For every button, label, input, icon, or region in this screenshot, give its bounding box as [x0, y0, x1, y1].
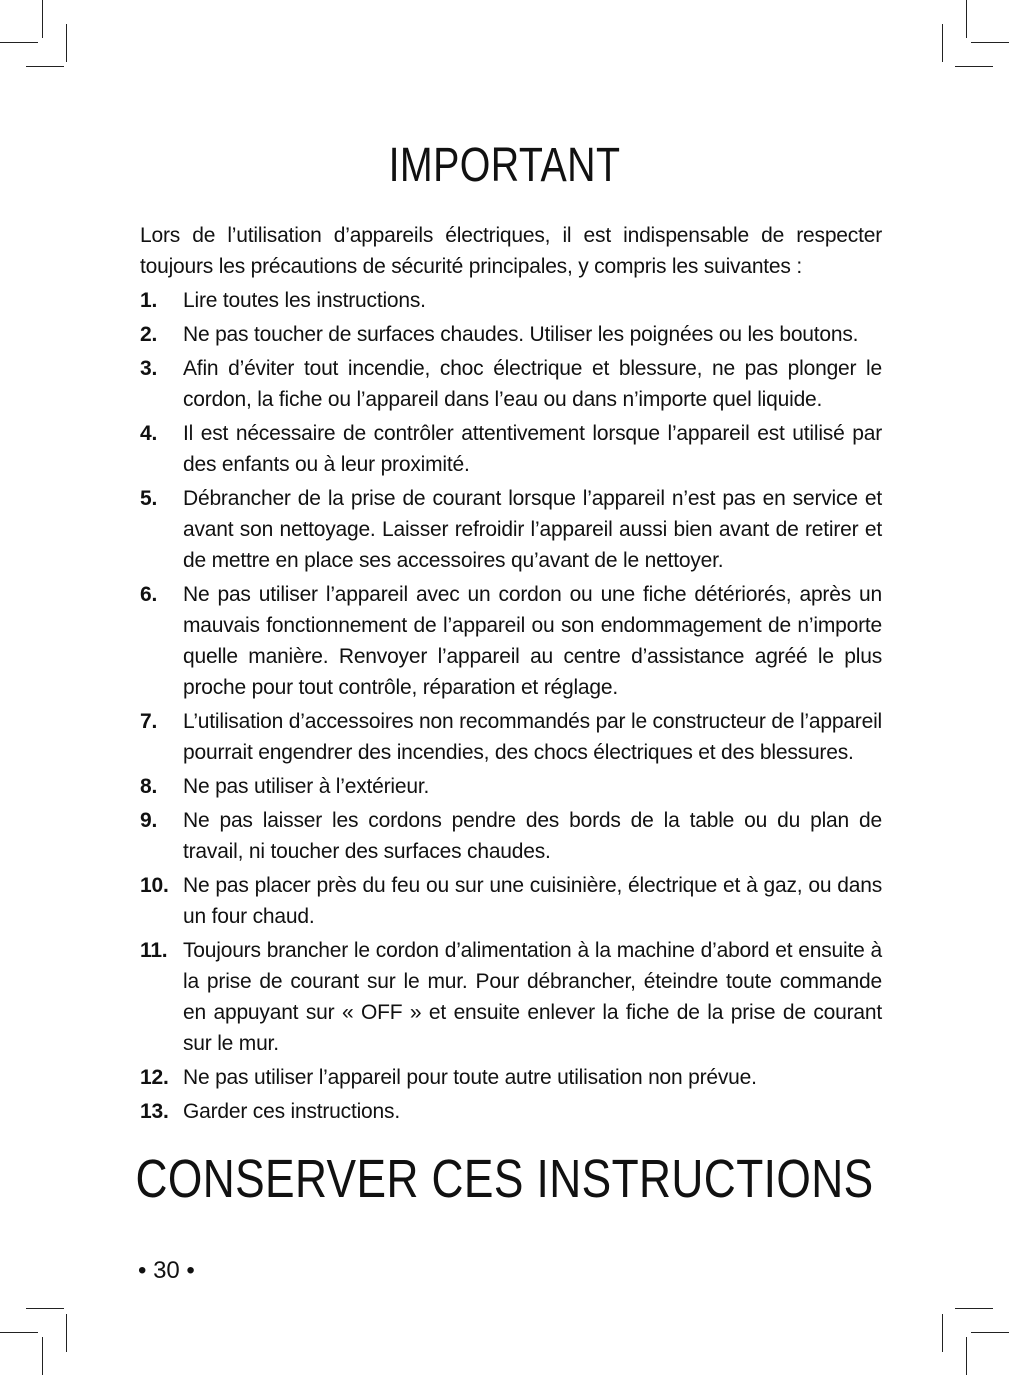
item-number: 3.	[140, 357, 158, 380]
item-number: 1.	[140, 289, 158, 312]
safety-instructions	[140, 220, 882, 1130]
item-number: 13.	[140, 1100, 169, 1123]
list-item	[140, 805, 882, 867]
item-text: Ne pas laisser les cordons pendre des bords de la table ou du plan de travail, ni toucher des surfaces chaudes.	[183, 809, 882, 863]
item-text: Débrancher de la prise de courant lorsque l’appareil n’est pas en service et avant son nettoyage. Laisser refroidir l’appareil aussi bien avant de retirer et de mettre en place ses accessoires qu’avant de le nettoyer.	[183, 487, 882, 572]
item-text: Garder ces instructions.	[183, 1100, 400, 1123]
item-text: Ne pas utiliser l’appareil avec un cordon ou une fiche détériorés, après un mauvais fonctionnement de l’appareil ou son endommagement de n’importe quelle manière. Renvoyer l’appareil au centre d’assistance agréé le plus proche pour tout contrôle, réparation et réglage.	[183, 583, 882, 699]
crop-mark	[26, 1308, 64, 1309]
page-title: IMPORTANT	[388, 139, 621, 192]
crop-mark	[26, 66, 64, 67]
crop-mark	[0, 42, 38, 43]
item-text: Il est nécessaire de contrôler attentivement lorsque l’appareil est utilisé par des enfants ou à leur proximité.	[183, 422, 882, 476]
page-number: • 30 •	[138, 1257, 195, 1284]
list-item	[140, 870, 882, 932]
list-item	[140, 706, 882, 768]
list-item	[140, 579, 882, 703]
list-item	[140, 935, 882, 1059]
item-text: Lire toutes les instructions.	[183, 289, 426, 312]
item-text: L’utilisation d’accessoires non recommandés par le constructeur de l’appareil pourrait engendrer des incendies, des chocs électriques et des blessures.	[183, 710, 882, 764]
intro-paragraph: Lors de l’utilisation d’appareils électriques, il est indispensable de respecter toujours les précautions de sécurité principales, y compris les suivantes :	[140, 224, 882, 278]
list-item	[140, 285, 882, 316]
item-text: Ne pas utiliser l’appareil pour toute autre utilisation non prévue.	[183, 1066, 757, 1089]
crop-mark	[942, 24, 943, 62]
item-number: 11.	[140, 939, 168, 962]
item-number: 2.	[140, 323, 158, 346]
item-number: 5.	[140, 487, 158, 510]
item-number: 10.	[140, 874, 169, 897]
crop-mark	[971, 1332, 1009, 1333]
crop-mark	[955, 1308, 993, 1309]
item-number: 6.	[140, 583, 158, 606]
footer-title: CONSERVER CES INSTRUCTIONS	[135, 1149, 874, 1209]
crop-mark	[942, 1314, 943, 1352]
item-text: Toujours brancher le cordon d’alimentation à la machine d’abord et ensuite à la prise de courant sur le mur. Pour débrancher, éteindre toute commande en appuyant sur « OFF » et ensuite enlever la fiche de la prise de courant sur le mur.	[183, 939, 882, 1055]
crop-mark	[971, 42, 1009, 43]
item-number: 8.	[140, 775, 158, 798]
crop-mark	[42, 1337, 43, 1375]
item-text: Ne pas placer près du feu ou sur une cuisinière, électrique et à gaz, ou dans un four chaud.	[183, 874, 882, 928]
list-item	[140, 353, 882, 415]
item-number: 7.	[140, 710, 158, 733]
item-number: 4.	[140, 422, 158, 445]
list-item	[140, 1096, 882, 1127]
list-item	[140, 483, 882, 576]
crop-mark	[966, 0, 967, 38]
crop-mark	[955, 66, 993, 67]
list-item	[140, 418, 882, 480]
crop-mark	[66, 24, 67, 62]
item-text: Ne pas toucher de surfaces chaudes. Utiliser les poignées ou les boutons.	[183, 323, 859, 346]
list-item	[140, 771, 882, 802]
item-number: 12.	[140, 1066, 169, 1089]
list-item	[140, 319, 882, 350]
crop-mark	[0, 1332, 38, 1333]
crop-mark	[66, 1314, 67, 1352]
item-text: Afin d’éviter tout incendie, choc électrique et blessure, ne pas plonger le cordon, la fiche ou l’appareil dans l’eau ou dans n’importe quel liquide.	[183, 357, 882, 411]
instruction-list	[140, 285, 882, 1127]
item-text: Ne pas utiliser à l’extérieur.	[183, 775, 430, 798]
crop-mark	[966, 1337, 967, 1375]
list-item	[140, 1062, 882, 1093]
item-number: 9.	[140, 809, 158, 832]
crop-mark	[42, 0, 43, 38]
